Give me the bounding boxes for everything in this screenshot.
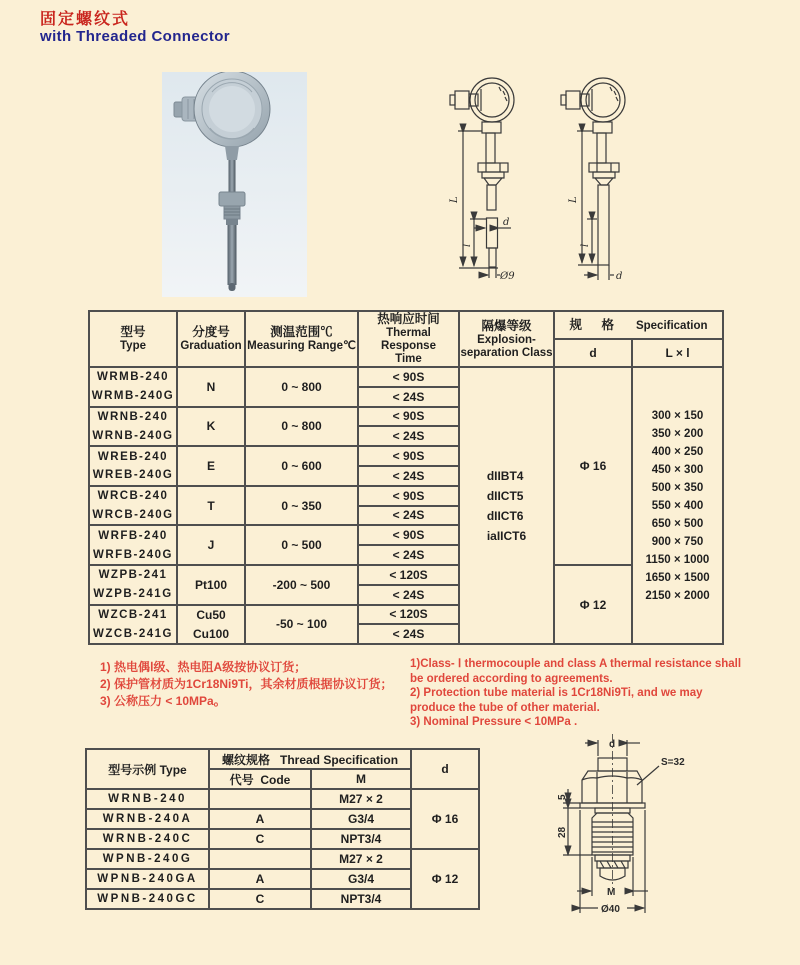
model-cell: WRMB-240G (89, 387, 177, 407)
detail-label-28: 28 (557, 826, 568, 838)
header-range: 测温范围℃ Measuring Range℃ (245, 311, 358, 367)
diagram-right (561, 78, 625, 280)
dimension-diagrams (443, 75, 663, 295)
header-explosion: 隔爆等级 Explosion- separation Class (459, 311, 554, 367)
detail-label-5: 5 (557, 794, 568, 800)
m-cell: NPT3/4 (311, 889, 411, 909)
header-lxl: L × l (632, 339, 723, 367)
header-thread-spec: 螺纹规格 Thread Specification (209, 749, 411, 769)
thermal-cell: < 90S (358, 486, 459, 506)
detail-label-s32: S=32 (661, 757, 685, 768)
type-cell: WPNB-240GA (86, 869, 209, 889)
model-cell: WRMB-240 (89, 367, 177, 387)
graduation-cell: Pt100 (177, 565, 245, 605)
model-cell: WRNB-240G (89, 426, 177, 446)
range-cell: 0 ~ 500 (245, 525, 358, 565)
model-cell: WRCB-240G (89, 506, 177, 526)
dim-label-d-left: d (503, 217, 510, 228)
m-cell: NPT3/4 (311, 829, 411, 849)
thermal-cell: < 24S (358, 387, 459, 407)
model-cell: WZPB-241 (89, 565, 177, 585)
lxl-cell: 300 × 150 350 × 200 400 × 250 450 × 300 500 × 350 550 × 400 650 × 500 900 × 750 1150 × 1000 1650 × 1500 2150 × 2000 (632, 367, 723, 644)
code-cell (209, 849, 311, 869)
dim-label-L-left: L (449, 196, 460, 203)
code-cell (209, 789, 311, 809)
header-d: d (554, 339, 632, 367)
m-cell: M27 × 2 (311, 789, 411, 809)
graduation-cell: J (177, 525, 245, 565)
dim-label-L-right: L (568, 196, 579, 203)
dim-label-l-left: l (462, 243, 473, 247)
d12-cell: Φ 12 (554, 565, 632, 644)
model-cell: WZCB-241G (89, 624, 177, 644)
spec-table (88, 310, 724, 645)
thermal-cell: < 90S (358, 367, 459, 387)
range-cell: 0 ~ 800 (245, 407, 358, 447)
thermal-cell: < 120S (358, 605, 459, 625)
note-line: 1) 热电偶Ⅰ级、热电阻A级按协议订货； (100, 660, 307, 674)
explosion-class-cell: dIIBT4 dIICT5 dIICT6 iaIICT6 (459, 367, 554, 644)
type-cell: WPNB-240GC (86, 889, 209, 909)
d12-cell: Φ 12 (411, 849, 479, 909)
note-line: 2) 保护管材质为1Cr18Ni9Ti，其余材质根据协议订货； (100, 677, 393, 691)
thermal-cell: < 90S (358, 525, 459, 545)
header-specification: 规 格 Specification (554, 311, 723, 339)
range-cell: 0 ~ 800 (245, 367, 358, 407)
thread-table (85, 748, 480, 910)
d16-cell: Φ 16 (411, 789, 479, 849)
thermal-cell: < 120S (358, 565, 459, 585)
dim-label-l-right: l (580, 243, 591, 247)
diagram-left (450, 78, 514, 278)
m-cell: M27 × 2 (311, 849, 411, 869)
thermal-cell: < 90S (358, 446, 459, 466)
range-cell: 0 ~ 350 (245, 486, 358, 526)
note-line: 3) 公称压力 < 10MPa。 (100, 694, 226, 708)
connector-detail-drawing (525, 728, 750, 928)
model-cell: WRFB-240 (89, 525, 177, 545)
notes-chinese (100, 659, 392, 710)
thermal-cell: < 24S (358, 545, 459, 565)
code-cell: A (209, 869, 311, 889)
type-cell: WPNB-240G (86, 849, 209, 869)
range-cell: 0 ~ 600 (245, 446, 358, 486)
note-line: 3) Nominal Pressure < 10MPa . (410, 716, 578, 728)
note-line: 2) Protection tube material is 1Cr18Ni9Ti, and we may produce the tube of other material. (410, 687, 703, 714)
thermal-cell: < 90S (358, 407, 459, 427)
model-cell: WZPB-241G (89, 585, 177, 605)
notes-english (410, 657, 748, 730)
thermal-cell: < 24S (358, 466, 459, 486)
detail-label-dia40: Ø40 (601, 904, 620, 915)
type-cell: WRNB-240C (86, 829, 209, 849)
header-graduation: 分度号 Graduation (177, 311, 245, 367)
detail-label-m: M (607, 887, 616, 898)
header-d: d (411, 749, 479, 789)
header-m: M (311, 769, 411, 789)
graduation-cell: K (177, 407, 245, 447)
code-cell: A (209, 809, 311, 829)
dim-label-d-right: d (616, 271, 623, 282)
graduation-cell: Cu50 (177, 605, 245, 625)
thermal-cell: < 24S (358, 506, 459, 526)
model-cell: WRNB-240 (89, 407, 177, 427)
code-cell: C (209, 829, 311, 849)
thermal-cell: < 24S (358, 624, 459, 644)
header-type: 型号 Type (89, 311, 177, 367)
d16-cell: Φ 16 (554, 367, 632, 565)
thermal-cell: < 24S (358, 426, 459, 446)
type-cell: WRNB-240 (86, 789, 209, 809)
model-cell: WRFB-240G (89, 545, 177, 565)
page-title-cn: 固定螺纹式 (40, 11, 131, 28)
m-cell: G3/4 (311, 869, 411, 889)
code-cell: C (209, 889, 311, 909)
graduation-cell: E (177, 446, 245, 486)
note-line: 1)Class- Ⅰ thermocouple and class A thermal resistance shall be ordered according to agreements. (410, 658, 742, 685)
range-cell: -200 ~ 500 (245, 565, 358, 605)
model-cell: WRCB-240 (89, 486, 177, 506)
model-cell: WREB-240G (89, 466, 177, 486)
range-cell: -50 ~ 100 (245, 605, 358, 645)
graduation-cell: Cu100 (177, 624, 245, 644)
graduation-cell: T (177, 486, 245, 526)
header-thermal: 热响应时间 Thermal Response Time (358, 311, 459, 367)
graduation-cell: N (177, 367, 245, 407)
model-cell: WZCB-241 (89, 605, 177, 625)
thermocouple-photo (162, 72, 307, 297)
model-cell: WREB-240 (89, 446, 177, 466)
dim-label-dia9: Ø9 (500, 271, 515, 282)
header-type-example: 型号示例 Type (86, 749, 209, 789)
detail-label-d: d (609, 739, 616, 750)
thermal-cell: < 24S (358, 585, 459, 605)
m-cell: G3/4 (311, 809, 411, 829)
page-title-en: with Threaded Connector (40, 28, 231, 45)
type-cell: WRNB-240A (86, 809, 209, 829)
header-code: 代号 Code (209, 769, 311, 789)
